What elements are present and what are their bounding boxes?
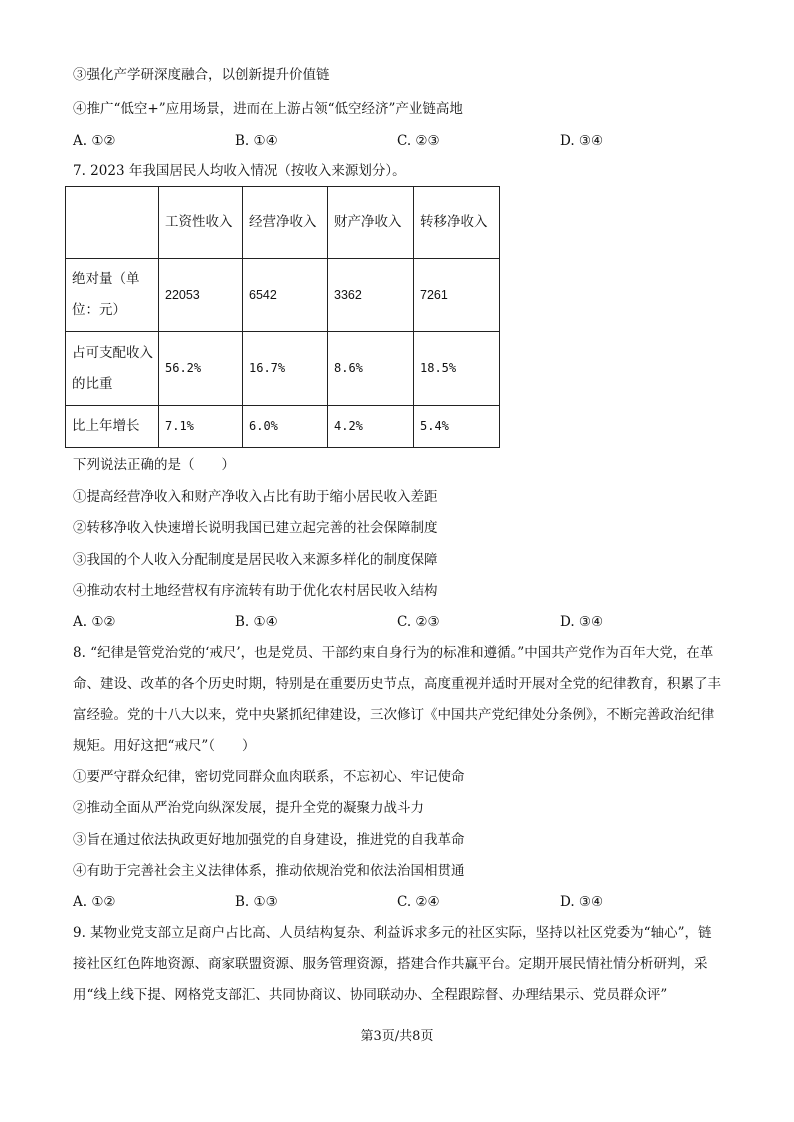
statement: ②转移净收入快速增长说明我国已建立起完善的社会保障制度 [73,520,438,536]
statement: ④推广“低空+”应用场景，进而在上游占领“低空经济”产业链高地 [73,101,463,117]
table-cell: 7261 [414,259,500,332]
option-c: C. ②④ [397,894,440,910]
table-cell: 6542 [243,259,328,332]
question-stem: 9. 某物业党支部立足商户占比高、人员结构复杂、利益诉求多元的社区实际，坚持以社区党委为“轴心”，链接社区红色阵地资源、商家联盟资源、服务管理资源，搭建合作共赢平台。定期开展民情社情分析研判，采用“线上线下提、网格党支部汇、共同协商议、协同联动办、全程跟踪督、办理结果示、党员群众评” [73,925,712,1003]
table-row [66,259,500,332]
option-b: B. ①④ [235,614,278,630]
table-cell: 6.0% [243,406,328,448]
table-cell: 7.1% [159,406,243,448]
table-header-cell: 财产净收入 [328,187,414,259]
table-cell: 56.2% [159,332,243,406]
option-a: A. ①② [73,133,116,149]
option-b: B. ①③ [235,894,278,910]
table-header-cell: 工资性收入 [159,187,243,259]
table-cell: 22053 [159,259,243,332]
option-d: D. ③④ [560,614,604,630]
answer-options [73,613,713,631]
statement: ①提高经营净收入和财产净收入占比有助于缩小居民收入差距 [73,489,438,505]
statement: ①要严守群众纪律，密切党同群众血肉联系，不忘初心、牢记使命 [73,769,465,785]
row-label: 绝对量（单位：元） [66,259,159,332]
statement: ④有助于完善社会主义法律体系，推动依规治党和依法治国相贯通 [73,863,465,879]
question-prompt: 下列说法正确的是（ ） [73,457,235,473]
table-cell: 3362 [328,259,414,332]
option-a: A. ①② [73,894,116,910]
answer-options [73,132,713,150]
table-header-cell: 经营净收入 [243,187,328,259]
answer-options [73,893,713,911]
table-row [66,406,500,448]
table-cell: 8.6% [328,332,414,406]
page-footer: 第3页/共8页 [360,1029,434,1044]
table-cell: 18.5% [414,332,500,406]
row-label: 占可支配收入的比重 [66,332,159,406]
statement: ③旨在通过依法执政更好地加强党的自身建设，推进党的自我革命 [73,832,465,848]
table-header-row [66,187,500,259]
table-cell: 5.4% [414,406,500,448]
table-row [66,332,500,406]
option-a: A. ①② [73,614,116,630]
statement: ③强化产学研深度融合，以创新提升价值链 [73,67,330,83]
statement: ④推动农村土地经营权有序流转有助于优化农村居民收入结构 [73,583,438,599]
statement: ②推动全面从严治党向纵深发展，提升全党的凝聚力战斗力 [73,800,424,816]
income-table [65,186,500,448]
option-d: D. ③④ [560,894,604,910]
option-d: D. ③④ [560,133,604,149]
question-stem: 8. “纪律是管党治党的‘戒尺’，也是党员、干部约束自身行为的标准和遵循。”中国共产党作为百年大党，在革命、建设、改革的各个历史时期，特别是在重要历史节点，高度重视并适时开展对全党的纪律教育，积累了丰富经验。党的十八大以来，党中央紧抓纪律建设，三次修订《中国共产党纪律处分条例》，不断完善政治纪律规矩。用好这把“戒尺”（ ） [73,645,721,754]
statement: ③我国的个人收入分配制度是居民收入来源多样化的制度保障 [73,552,438,568]
row-label: 比上年增长 [66,406,159,448]
option-c: C. ②③ [397,133,440,149]
option-b: B. ①④ [235,133,278,149]
table-cell: 16.7% [243,332,328,406]
option-c: C. ②③ [397,614,440,630]
table-header-cell: 转移净收入 [414,187,500,259]
question-stem: 7. 2023 年我国居民人均收入情况（按收入来源划分）。 [73,163,406,179]
table-cell: 4.2% [328,406,414,448]
table-header-cell [66,187,159,259]
